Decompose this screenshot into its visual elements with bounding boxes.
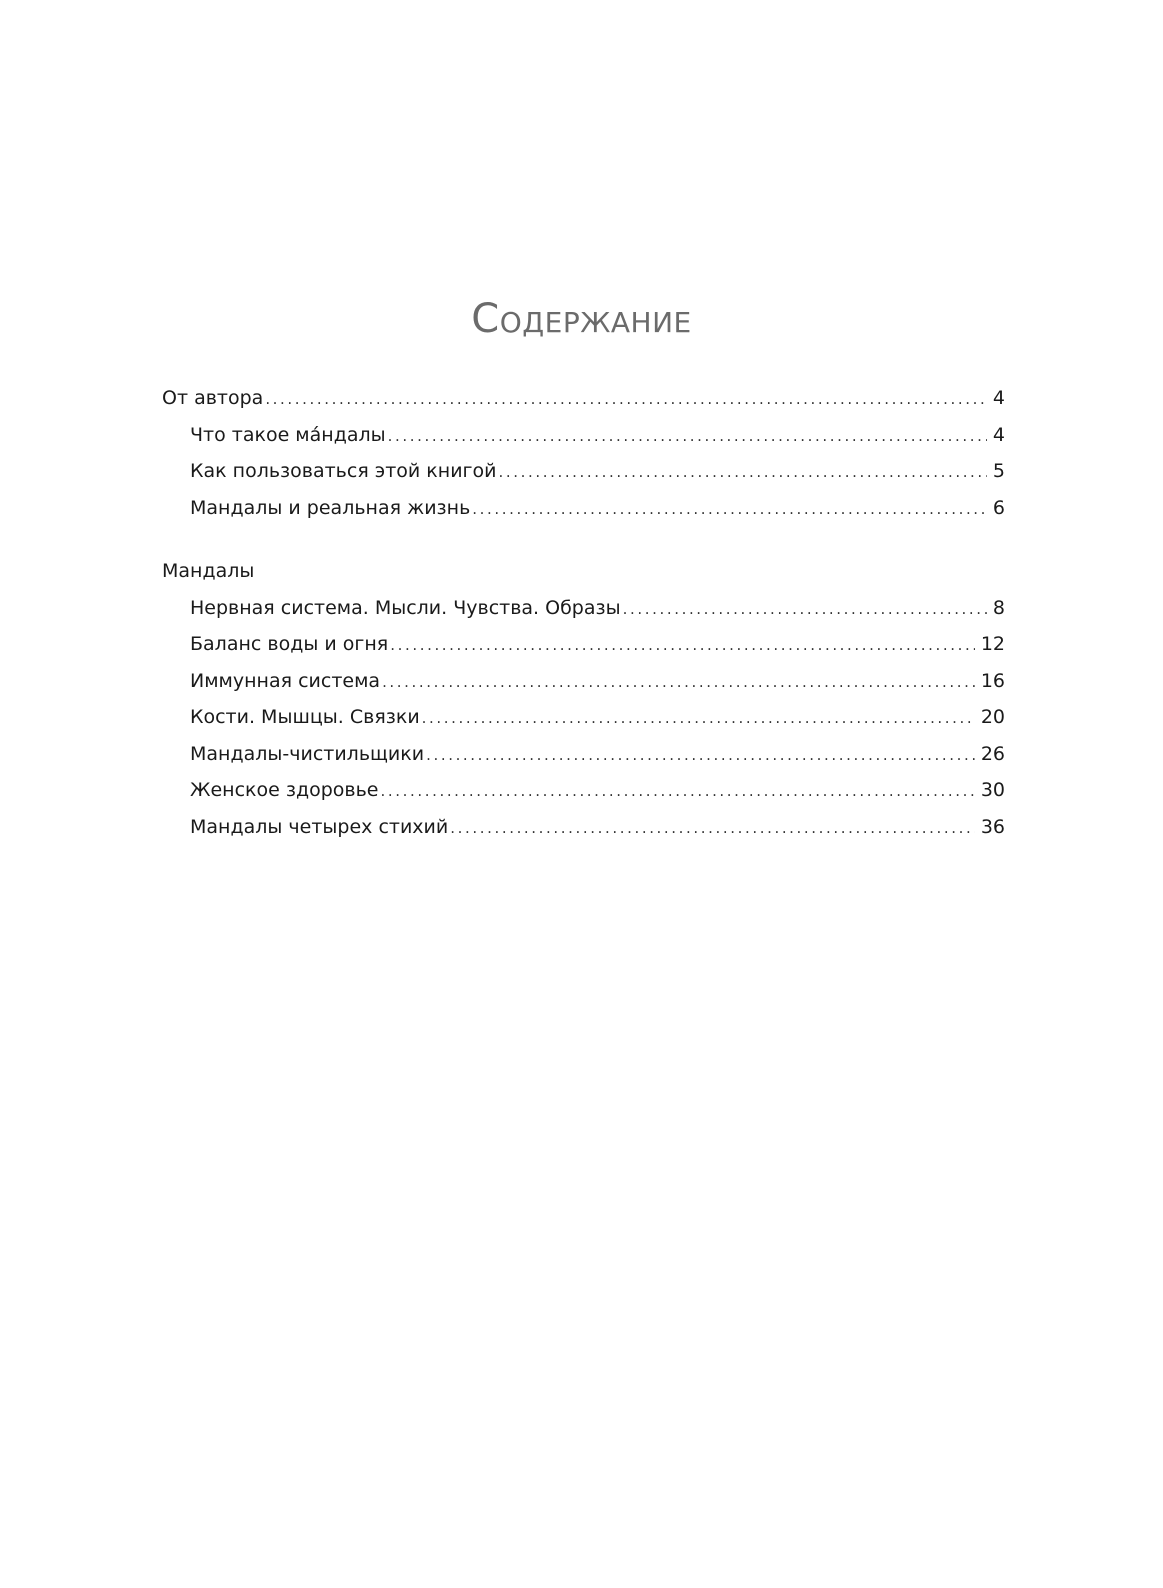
toc-section-heading-mandalas xyxy=(162,553,1005,590)
toc-entry-page: 8 xyxy=(992,596,1005,619)
dot-leader xyxy=(422,700,975,737)
toc-entry-water-fire-balance xyxy=(162,626,1005,663)
dot-leader xyxy=(381,773,975,810)
dot-leader xyxy=(388,418,987,455)
toc-entry-title: Женское здоровье xyxy=(190,779,379,801)
dot-leader xyxy=(450,810,975,847)
toc-entry-immune-system xyxy=(162,663,1005,700)
dot-leader xyxy=(382,664,975,701)
toc-entry-nervous-system xyxy=(162,590,1005,627)
toc-entry-page: 6 xyxy=(992,496,1005,519)
toc-entry-title: От автора xyxy=(162,387,264,409)
toc-entry-page: 20 xyxy=(980,706,1005,728)
toc-entry-four-elements xyxy=(162,809,1005,846)
toc-entry-page: 36 xyxy=(980,815,1005,838)
toc-entry-title: Нервная система. Мысли. Чувства. Образы xyxy=(190,596,621,619)
toc-entry-cleaner-mandalas xyxy=(162,736,1005,773)
toc-entry-page: 4 xyxy=(992,423,1005,446)
dot-leader xyxy=(499,454,987,491)
toc-entry-title: Иммунная система xyxy=(190,669,381,692)
table-of-contents xyxy=(162,380,1005,845)
toc-entry-what-are-mandalas xyxy=(162,417,1005,454)
toc-entry-page: 30 xyxy=(980,779,1005,801)
toc-entry-title: Баланс воды и огня xyxy=(190,633,389,655)
toc-entry-page: 16 xyxy=(980,669,1005,692)
dot-leader xyxy=(426,737,975,774)
toc-entry-bones-muscles xyxy=(162,699,1005,736)
toc-entry-from-author xyxy=(162,380,1005,417)
toc-entry-title: Мандалы четырех стихий xyxy=(190,815,449,838)
toc-entry-page: 4 xyxy=(992,387,1005,409)
toc-section-title: Мандалы xyxy=(162,560,255,582)
dot-leader xyxy=(265,381,987,418)
toc-entry-how-to-use xyxy=(162,453,1005,490)
toc-entry-womens-health xyxy=(162,772,1005,809)
toc-entry-title: Что такое ма́ндалы xyxy=(190,423,386,446)
toc-entry-page: 12 xyxy=(980,633,1005,655)
toc-entry-page: 5 xyxy=(992,460,1005,482)
toc-entry-title: Мандалы-чистильщики xyxy=(190,742,425,765)
toc-entry-page: 26 xyxy=(980,742,1005,765)
toc-entry-title: Кости. Мышцы. Связки xyxy=(190,706,420,728)
dot-leader xyxy=(390,627,975,664)
page-title: Содержание xyxy=(471,296,692,342)
toc-entry-real-life xyxy=(162,490,1005,527)
dot-leader xyxy=(472,491,987,528)
dot-leader xyxy=(623,591,987,628)
toc-entry-title: Как пользоваться этой книгой xyxy=(190,460,497,482)
toc-entry-title: Мандалы и реальная жизнь xyxy=(190,496,471,519)
